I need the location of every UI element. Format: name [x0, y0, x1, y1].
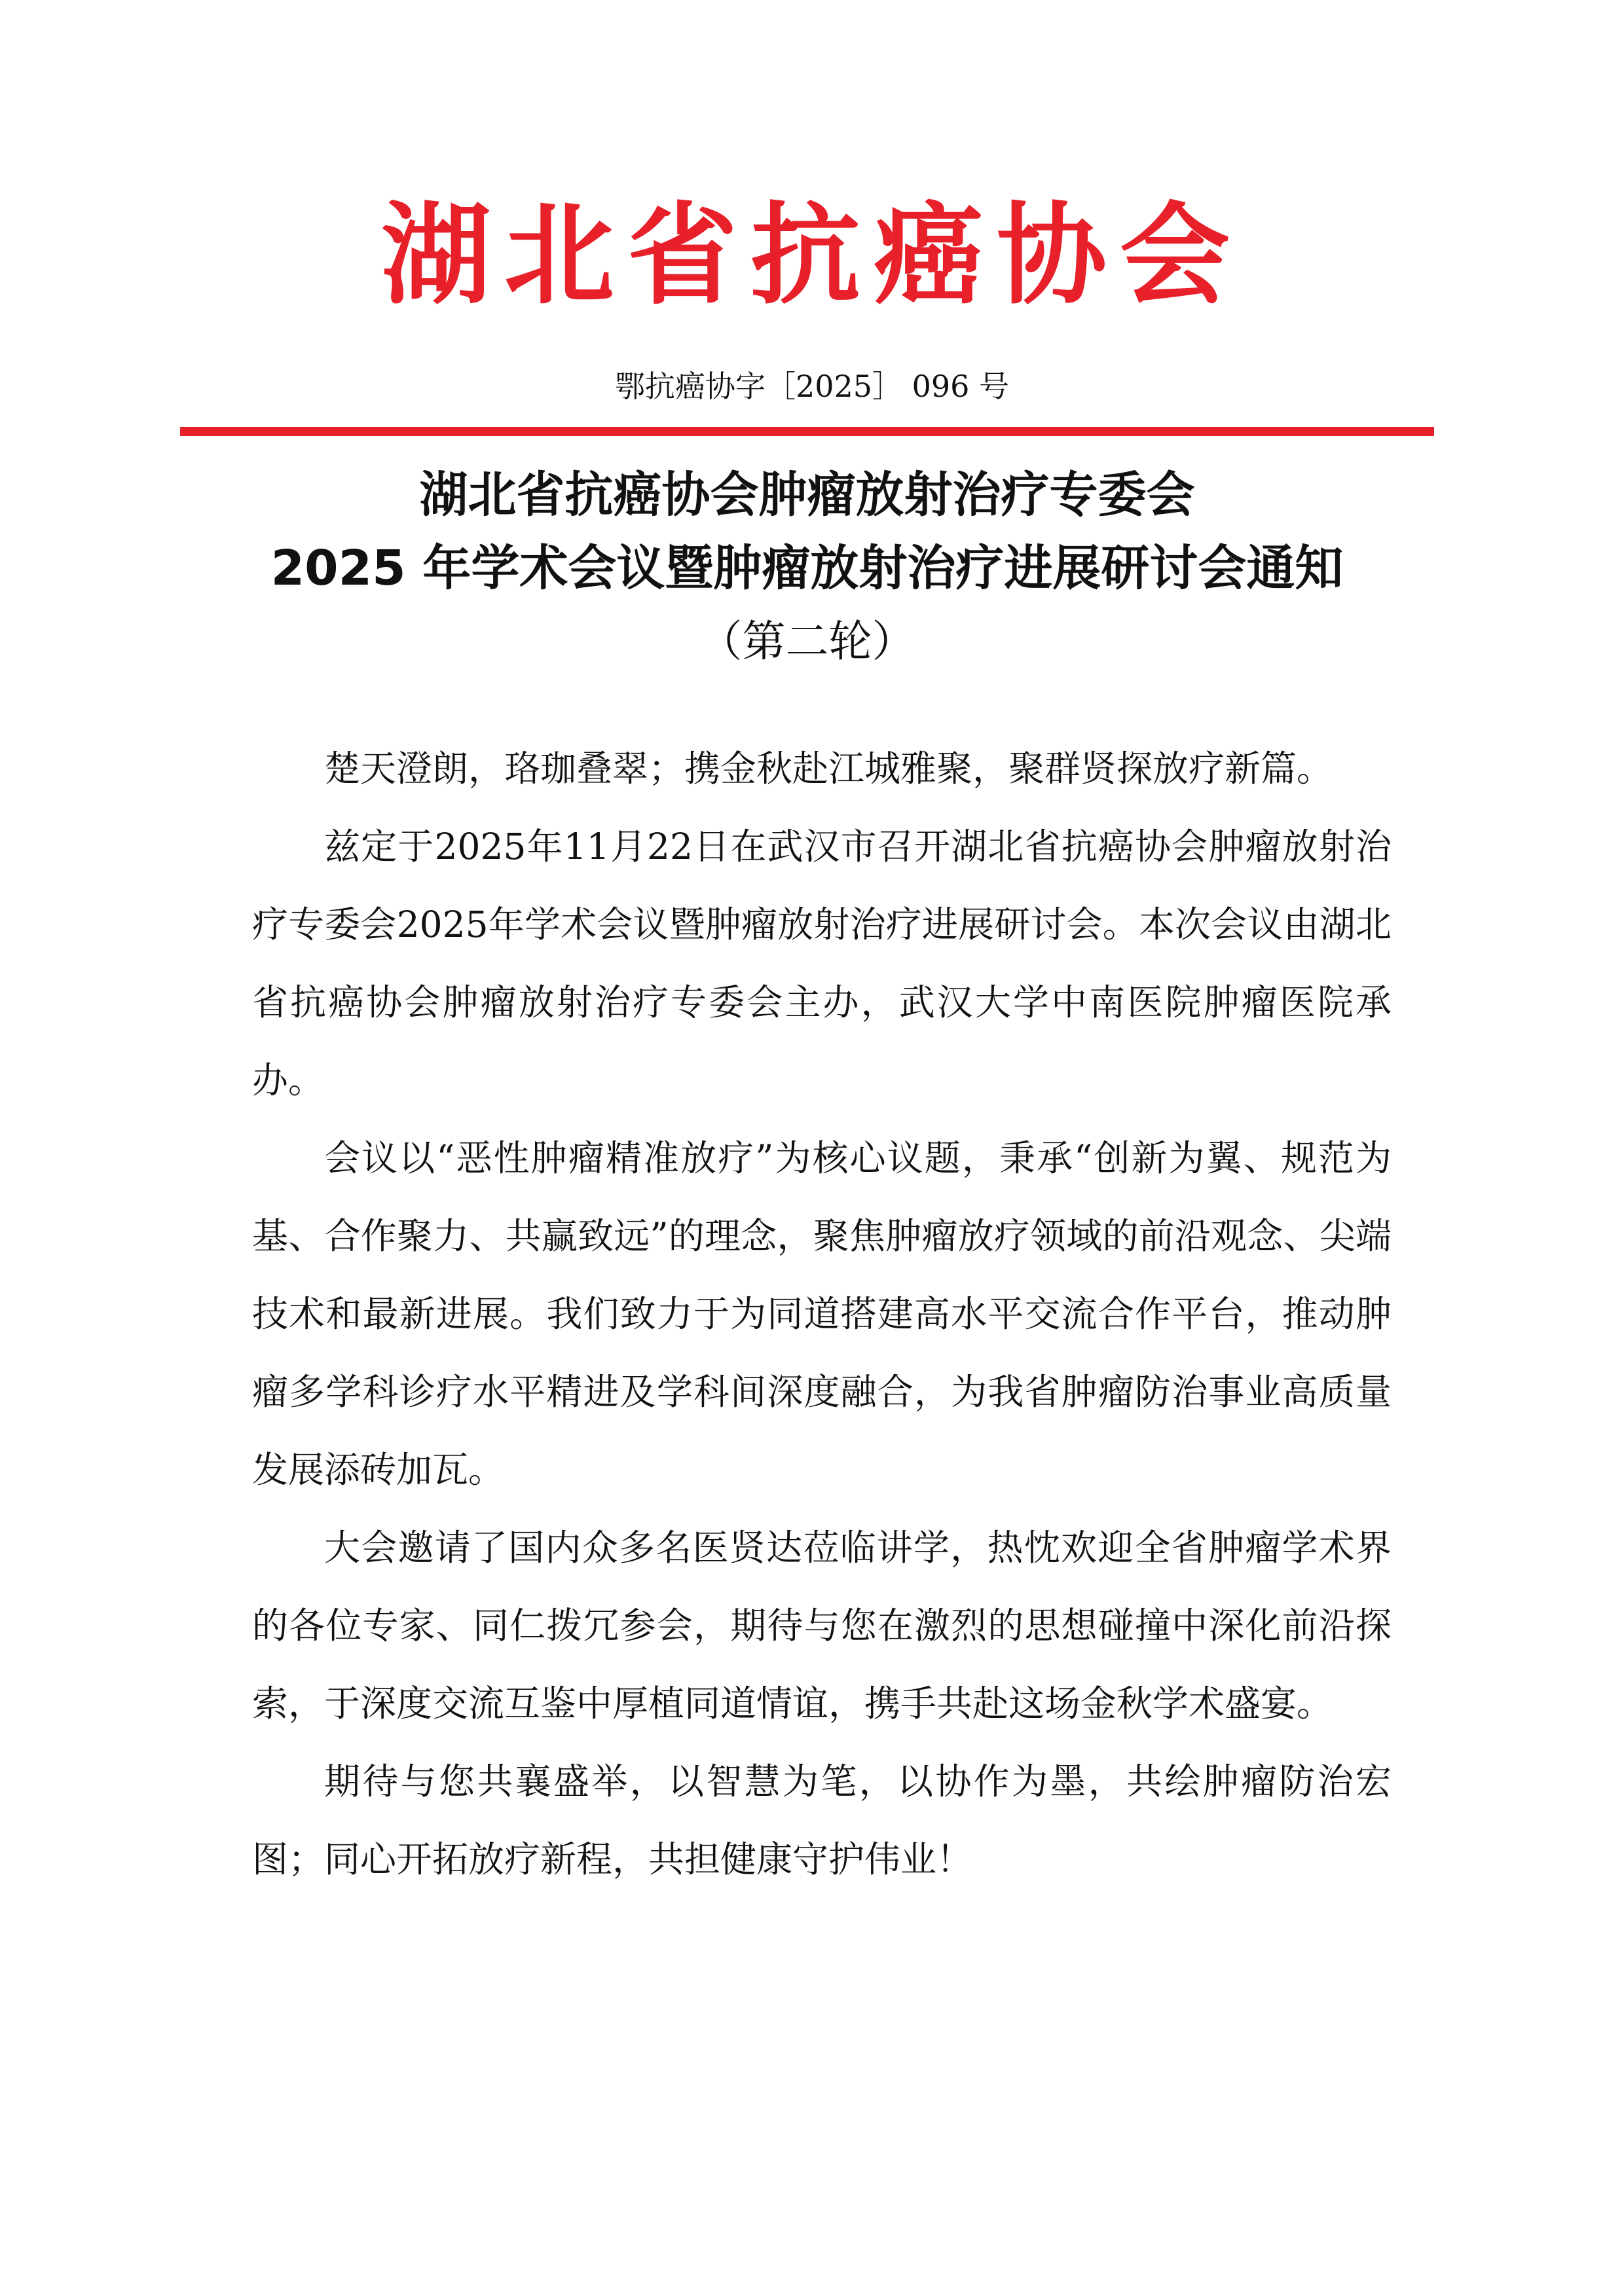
document-number: 鄂抗癌协字［2025］ 096 号: [614, 369, 1010, 404]
red-divider-rule: [180, 427, 1434, 436]
body-paragraph-5: 期待与您共襄盛举，以智慧为笔，以协作为墨，共绘肿瘤防治宏图；同心开拓放疗新程，共担健康守护伟业！: [252, 1760, 1392, 1880]
title-line-2: 2025 年学术会议暨肿瘤放射治疗进展研讨会通知: [270, 540, 1344, 596]
body-paragraph-2: 兹定于2025年11月22日在武汉市召开湖北省抗癌协会肿瘤放射治疗专委会2025年学术会议暨肿瘤放射治疗进展研讨会。本次会议由湖北省抗癌协会肿瘤放射治疗专委会主办，武汉大学中南医院肿瘤医院承办。: [252, 826, 1392, 1101]
title-line-1: 湖北省抗癌协会肿瘤放射治疗专委会: [419, 467, 1195, 523]
body-paragraph-3: 会议以“恶性肿瘤精准放疗”为核心议题，秉承“创新为翼、规范为基、合作聚力、共赢致远”的理念，聚焦肿瘤放疗领域的前沿观念、尖端技术和最新进展。我们致力于为同道搭建高水平交流合作平台，推动肿瘤多学科诊疗水平精进及学科间深度融合，为我省肿瘤防治事业高质量发展添砖加瓦。: [252, 1137, 1392, 1491]
organization-header: 湖北省抗癌协会: [381, 191, 1243, 319]
body-paragraph-4: 大会邀请了国内众多名医贤达莅临讲学，热忱欢迎全省肿瘤学术界的各位专家、同仁拨冗参会，期待与您在激烈的思想碰撞中深化前沿探索，于深度交流互鉴中厚植同道情谊，携手共赴这场金秋学术盛宴。: [252, 1527, 1392, 1724]
notice-body: [252, 730, 1392, 1899]
title-round: （第二轮）: [699, 616, 915, 666]
notice-title: [180, 458, 1434, 678]
body-paragraph-1: 楚天澄朗，珞珈叠翠；携金秋赴江城雅聚，聚群贤探放疗新篇。: [324, 748, 1333, 790]
